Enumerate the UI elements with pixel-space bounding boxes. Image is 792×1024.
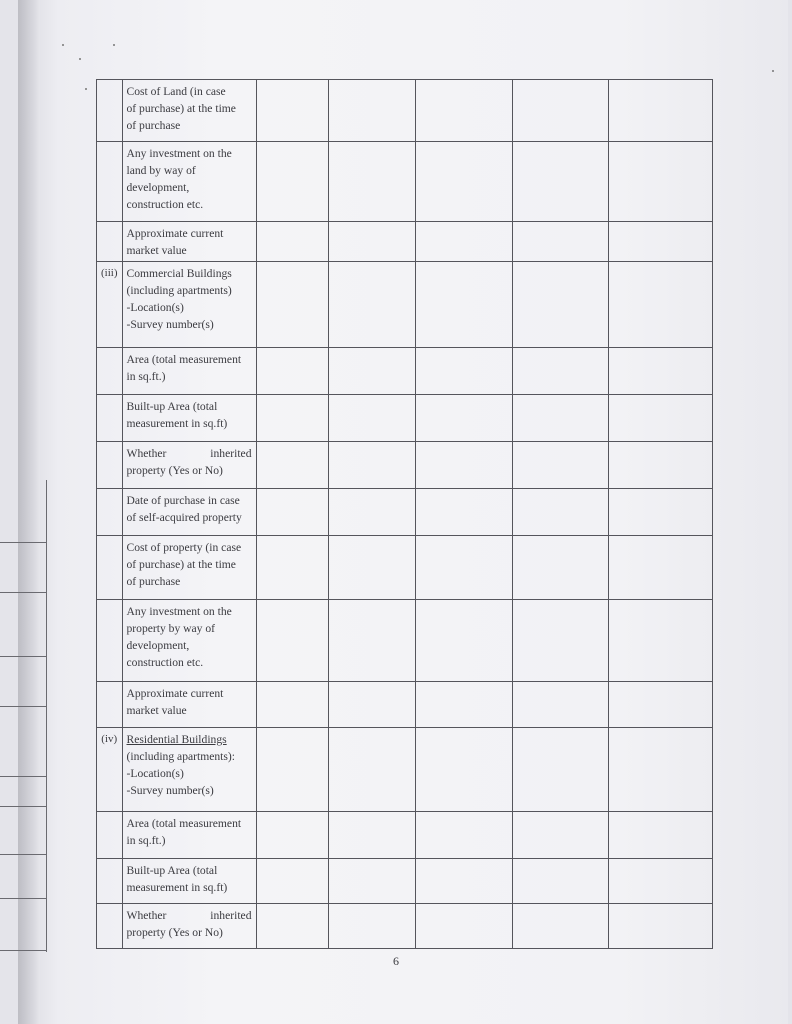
section-number-cell (97, 600, 123, 682)
table-row (97, 904, 713, 949)
table-row (97, 348, 713, 395)
row-label-line: of self-acquired property (126, 511, 242, 524)
row-label-line: of purchase) at the time (126, 558, 236, 571)
entry-cell[interactable] (328, 812, 415, 859)
row-label-line: (including apartments) (126, 284, 232, 297)
entry-cell[interactable] (608, 728, 712, 812)
row-label-line: property by way of (126, 622, 216, 635)
section-number-cell (97, 142, 123, 222)
section-number-cell (97, 682, 123, 728)
entry-cell[interactable] (328, 395, 415, 442)
entry-cell[interactable] (512, 904, 608, 949)
table-row (97, 682, 713, 728)
section-number: (iv) (101, 733, 118, 745)
section-number-cell (97, 728, 123, 812)
row-label-cell (122, 222, 256, 262)
entry-cell[interactable] (608, 536, 712, 600)
entry-cell[interactable] (328, 728, 415, 812)
previous-page-edge (0, 480, 48, 950)
row-label-line: Any investment on the (126, 605, 232, 618)
section-number-cell (97, 348, 123, 395)
section-number-cell (97, 904, 123, 949)
entry-cell[interactable] (256, 859, 328, 904)
row-label-line: measurement in sq.ft) (126, 881, 228, 894)
row-label-cell (122, 442, 256, 489)
table-row (97, 536, 713, 600)
row-label-cell (122, 904, 256, 949)
entry-cell[interactable] (415, 222, 512, 262)
row-label-line: (including apartments): (126, 750, 235, 763)
row-label-line: -Location(s) (126, 767, 184, 780)
row-label-line: property (Yes or No) (126, 926, 223, 939)
entry-cell[interactable] (512, 728, 608, 812)
row-label-line: Date of purchase in case (126, 494, 240, 507)
entry-cell[interactable] (512, 142, 608, 222)
row-label-cell (122, 728, 256, 812)
entry-cell[interactable] (415, 489, 512, 536)
entry-cell[interactable] (256, 536, 328, 600)
entry-cell[interactable] (608, 80, 712, 142)
table-row (97, 812, 713, 859)
entry-cell[interactable] (328, 142, 415, 222)
entry-cell[interactable] (608, 262, 712, 348)
row-label-line: Commercial Buildings (126, 267, 232, 280)
entry-cell[interactable] (256, 142, 328, 222)
row-label-line: of purchase (126, 119, 181, 132)
row-label-line: Built-up Area (total (126, 864, 218, 877)
row-label-line: development, (126, 181, 190, 194)
row-label-line: Approximate current (126, 227, 224, 240)
row-label-line: development, (126, 639, 190, 652)
row-label-cell (122, 348, 256, 395)
row-label-line: Residential Buildings (126, 733, 227, 746)
entry-cell[interactable] (415, 728, 512, 812)
table-row (97, 262, 713, 348)
entry-cell[interactable] (415, 80, 512, 142)
entry-cell[interactable] (512, 395, 608, 442)
entry-cell[interactable] (608, 348, 712, 395)
row-label-cell (122, 142, 256, 222)
paper-speck (772, 70, 774, 72)
row-label-cell (122, 395, 256, 442)
entry-cell[interactable] (415, 812, 512, 859)
row-label-cell (122, 80, 256, 142)
section-number-cell (97, 80, 123, 142)
entry-cell[interactable] (328, 442, 415, 489)
row-label-cell (122, 812, 256, 859)
row-label-line: Any investment on the (126, 147, 232, 160)
entry-cell[interactable] (256, 812, 328, 859)
entry-cell[interactable] (328, 80, 415, 142)
table-row (97, 859, 713, 904)
section-number-cell (97, 262, 123, 348)
row-label-cell (122, 600, 256, 682)
entry-cell[interactable] (256, 728, 328, 812)
entry-cell[interactable] (512, 442, 608, 489)
row-label-line: in sq.ft.) (126, 834, 166, 847)
section-number-cell (97, 859, 123, 904)
entry-cell[interactable] (328, 348, 415, 395)
entry-cell[interactable] (256, 348, 328, 395)
row-label-line: Area (total measurement (126, 817, 242, 830)
row-label-cell (122, 489, 256, 536)
section-number-cell (97, 812, 123, 859)
entry-cell[interactable] (415, 262, 512, 348)
entry-cell[interactable] (512, 812, 608, 859)
entry-cell[interactable] (512, 600, 608, 682)
row-label-line: property (Yes or No) (126, 464, 223, 477)
entry-cell[interactable] (415, 600, 512, 682)
entry-cell[interactable] (256, 395, 328, 442)
paper-speck (79, 58, 81, 60)
table-row (97, 600, 713, 682)
table-row (97, 395, 713, 442)
paper-speck (113, 44, 115, 46)
section-number-cell (97, 442, 123, 489)
page-number: 6 (393, 954, 399, 968)
row-label-line: in sq.ft.) (126, 370, 166, 383)
paper-speck (85, 88, 87, 90)
entry-cell[interactable] (415, 682, 512, 728)
entry-cell[interactable] (256, 262, 328, 348)
section-number-cell (97, 395, 123, 442)
entry-cell[interactable] (328, 904, 415, 949)
table-row (97, 728, 713, 812)
row-label-line: -Survey number(s) (126, 318, 214, 331)
entry-cell[interactable] (608, 600, 712, 682)
row-label-line: Cost of property (in case (126, 541, 242, 554)
entry-cell[interactable] (256, 682, 328, 728)
row-label-line: market value (126, 244, 187, 257)
entry-cell[interactable] (256, 489, 328, 536)
row-label-cell (122, 682, 256, 728)
entry-cell[interactable] (512, 222, 608, 262)
entry-cell[interactable] (608, 395, 712, 442)
table-row (97, 442, 713, 489)
row-label-line: Cost of Land (in case (126, 85, 226, 98)
entry-cell[interactable] (608, 489, 712, 536)
entry-cell[interactable] (415, 536, 512, 600)
entry-cell[interactable] (608, 812, 712, 859)
entry-cell[interactable] (256, 600, 328, 682)
entry-cell[interactable] (415, 395, 512, 442)
entry-cell[interactable] (608, 859, 712, 904)
entry-cell[interactable] (328, 262, 415, 348)
entry-cell[interactable] (328, 222, 415, 262)
entry-cell[interactable] (512, 262, 608, 348)
table-body (97, 80, 713, 949)
entry-cell[interactable] (512, 859, 608, 904)
section-number-cell (97, 222, 123, 262)
row-label-line: Approximate current (126, 687, 224, 700)
entry-cell[interactable] (512, 80, 608, 142)
row-label-line: market value (126, 704, 187, 717)
entry-cell[interactable] (415, 442, 512, 489)
row-label-line: -Location(s) (126, 301, 184, 314)
section-number-cell (97, 536, 123, 600)
row-label-line: Built-up Area (total (126, 400, 218, 413)
row-label-cell (122, 859, 256, 904)
entry-cell[interactable] (328, 536, 415, 600)
row-label-line: Whether inherited (126, 909, 252, 922)
section-number: (iii) (101, 267, 118, 279)
row-label-cell (122, 262, 256, 348)
entry-cell[interactable] (608, 222, 712, 262)
row-label-cell (122, 536, 256, 600)
entry-cell[interactable] (512, 682, 608, 728)
entry-cell[interactable] (256, 442, 328, 489)
entry-cell[interactable] (328, 489, 415, 536)
entry-cell[interactable] (415, 348, 512, 395)
section-number-cell (97, 489, 123, 536)
entry-cell[interactable] (608, 904, 712, 949)
row-label-line: Whether inherited (126, 447, 252, 460)
table-row (97, 489, 713, 536)
row-label-line: Area (total measurement (126, 353, 242, 366)
entry-cell[interactable] (415, 142, 512, 222)
entry-cell[interactable] (512, 536, 608, 600)
entry-cell[interactable] (512, 348, 608, 395)
row-label-line: construction etc. (126, 198, 204, 211)
entry-cell[interactable] (328, 859, 415, 904)
table-row (97, 222, 713, 262)
row-label-line: of purchase) at the time (126, 102, 236, 115)
entry-cell[interactable] (415, 904, 512, 949)
row-label-line: construction etc. (126, 656, 204, 669)
entry-cell[interactable] (608, 682, 712, 728)
row-label-line: measurement in sq.ft) (126, 417, 228, 430)
property-details-table (96, 79, 713, 949)
entry-cell[interactable] (256, 222, 328, 262)
entry-cell[interactable] (608, 442, 712, 489)
entry-cell[interactable] (328, 600, 415, 682)
row-label-line: -Survey number(s) (126, 784, 214, 797)
entry-cell[interactable] (256, 904, 328, 949)
paper-speck (62, 44, 64, 46)
entry-cell[interactable] (328, 682, 415, 728)
entry-cell[interactable] (256, 80, 328, 142)
table-row (97, 80, 713, 142)
entry-cell[interactable] (512, 489, 608, 536)
row-label-line: of purchase (126, 575, 181, 588)
table-row (97, 142, 713, 222)
entry-cell[interactable] (608, 142, 712, 222)
row-label-line: land by way of (126, 164, 196, 177)
entry-cell[interactable] (415, 859, 512, 904)
